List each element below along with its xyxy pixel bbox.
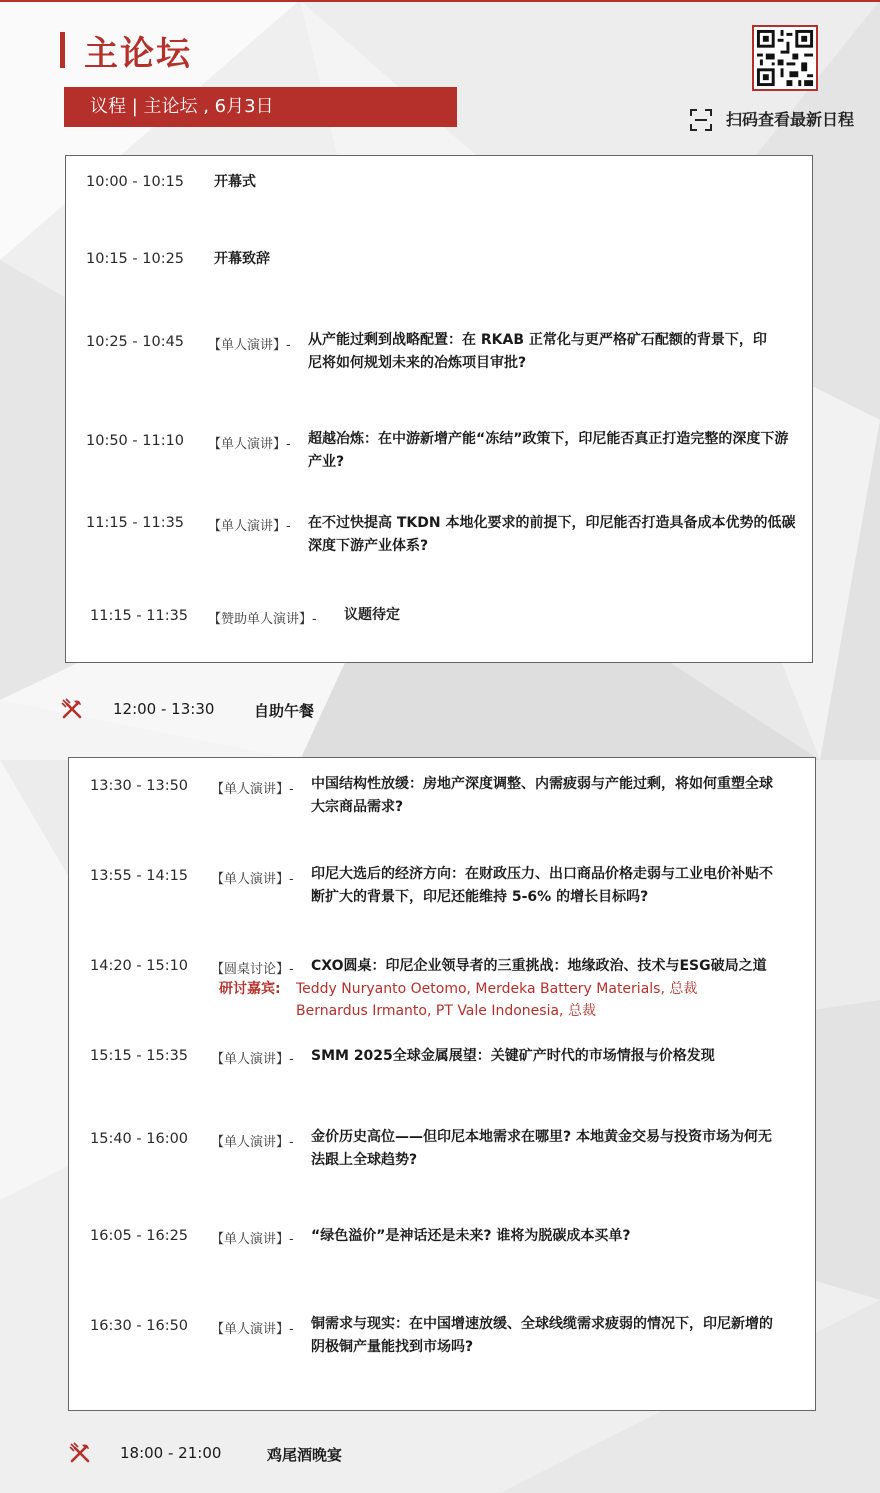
session-type-tag: 【单人演讲】-: [208, 437, 291, 452]
agenda-banner: 议程 | 主论坛 , 6月3日: [64, 87, 457, 127]
session-title: 金价历史高位——但印尼本地需求在哪里? 本地黄金交易与投资市场为何无法跟上全球趋势?: [311, 1129, 772, 1168]
session-time: 11:15 - 11:35: [86, 515, 185, 531]
lunch-title: 自助午餐: [254, 702, 315, 720]
session-time: 10:25 - 10:45: [86, 334, 185, 350]
session-time: 10:00 - 10:15: [86, 174, 185, 190]
session-time: 10:15 - 10:25: [86, 251, 185, 267]
session-title: SMM 2025全球金属展望：关键矿产时代的市场情报与价格发现: [311, 1048, 715, 1064]
fork-knife-icon: [68, 1441, 92, 1465]
session-time: 16:05 - 16:25: [90, 1228, 189, 1244]
session-type-tag: 【单人演讲】-: [208, 519, 291, 534]
speaker-line: Teddy Nuryanto Oetomo, Merdeka Battery Materials, 总裁: [296, 981, 698, 997]
session-title: “绿色溢价”是神话还是未来? 谁将为脱碳成本买单?: [311, 1228, 631, 1244]
session-time: 15:40 - 16:00: [90, 1131, 189, 1147]
session-type-tag: 【单人演讲】-: [211, 1135, 294, 1150]
session-type-tag: 【单人演讲】-: [211, 1322, 294, 1337]
session-time: 16:30 - 16:50: [90, 1318, 189, 1334]
session-time: 13:55 - 14:15: [90, 868, 189, 884]
session-type-tag: 【单人演讲】-: [211, 782, 294, 797]
session-title: 铜需求与现实：在中国增速放缓、全球线缆需求疲弱的情况下，印尼新增的阴极铜产量能找到市场吗?: [311, 1316, 773, 1355]
page-title: 主论坛: [84, 34, 192, 74]
fork-knife-icon: [60, 697, 84, 721]
session-title: 中国结构性放缓：房地产深度调整、内需疲弱与产能过剩，将如何重塑全球大宗商品需求?: [311, 776, 773, 815]
session-title: 议题待定: [344, 607, 400, 623]
session-time: 14:20 - 15:10: [90, 958, 189, 974]
session-time: 15:15 - 15:35: [90, 1048, 189, 1064]
scan-frame-icon: [690, 109, 712, 131]
session-type-tag: 【单人演讲】-: [208, 338, 291, 353]
session-title: 印尼大选后的经济方向：在财政压力、出口商品价格走弱与工业电价补贴不断扩大的背景下，印尼还能维持 5-6% 的增长目标吗?: [311, 866, 773, 905]
session-title: CXO圆桌：印尼企业领导者的三重挑战：地缘政治、技术与ESG破局之道: [311, 958, 767, 974]
session-type-tag: 【单人演讲】-: [211, 1232, 294, 1247]
session-time: 11:15 - 11:35: [90, 608, 189, 624]
afternoon-session-box: [68, 757, 816, 1411]
top-accent-line: [0, 0, 880, 2]
qr-code-icon[interactable]: [752, 25, 818, 91]
speaker-line: Bernardus Irmanto, PT Vale Indonesia, 总裁: [296, 1003, 596, 1019]
morning-session-box: [65, 155, 813, 663]
session-type-tag: 【圆桌讨论】-: [211, 962, 294, 977]
session-title: 在不过快提高 TKDN 本地化要求的前提下，印尼能否打造具备成本优势的低碳深度下游产业体系?: [308, 515, 796, 554]
lunch-time: 12:00 - 13:30: [113, 700, 215, 718]
session-time: 13:30 - 13:50: [90, 778, 189, 794]
dinner-time: 18:00 - 21:00: [120, 1444, 222, 1462]
session-type-tag: 【赞助单人演讲】-: [208, 612, 317, 627]
session-type-tag: 【单人演讲】-: [211, 872, 294, 887]
session-title: 从产能过剩到战略配置：在 RKAB 正常化与更严格矿石配额的背景下，印尼将如何规划未来的冶炼项目审批?: [308, 332, 767, 371]
scan-label: 扫码查看最新日程: [726, 110, 855, 129]
session-title: 超越冶炼：在中游新增产能“冻结”政策下，印尼能否真正打造完整的深度下游产业?: [308, 431, 789, 470]
title-accent-bar: [60, 32, 65, 68]
session-time: 10:50 - 11:10: [86, 433, 185, 449]
session-title: 开幕式: [214, 174, 256, 190]
session-type-tag: 【单人演讲】-: [211, 1052, 294, 1067]
speakers-label: 研讨嘉宾:: [219, 981, 281, 997]
dinner-title: 鸡尾酒晚宴: [267, 1446, 343, 1464]
session-title: 开幕致辞: [214, 251, 270, 267]
